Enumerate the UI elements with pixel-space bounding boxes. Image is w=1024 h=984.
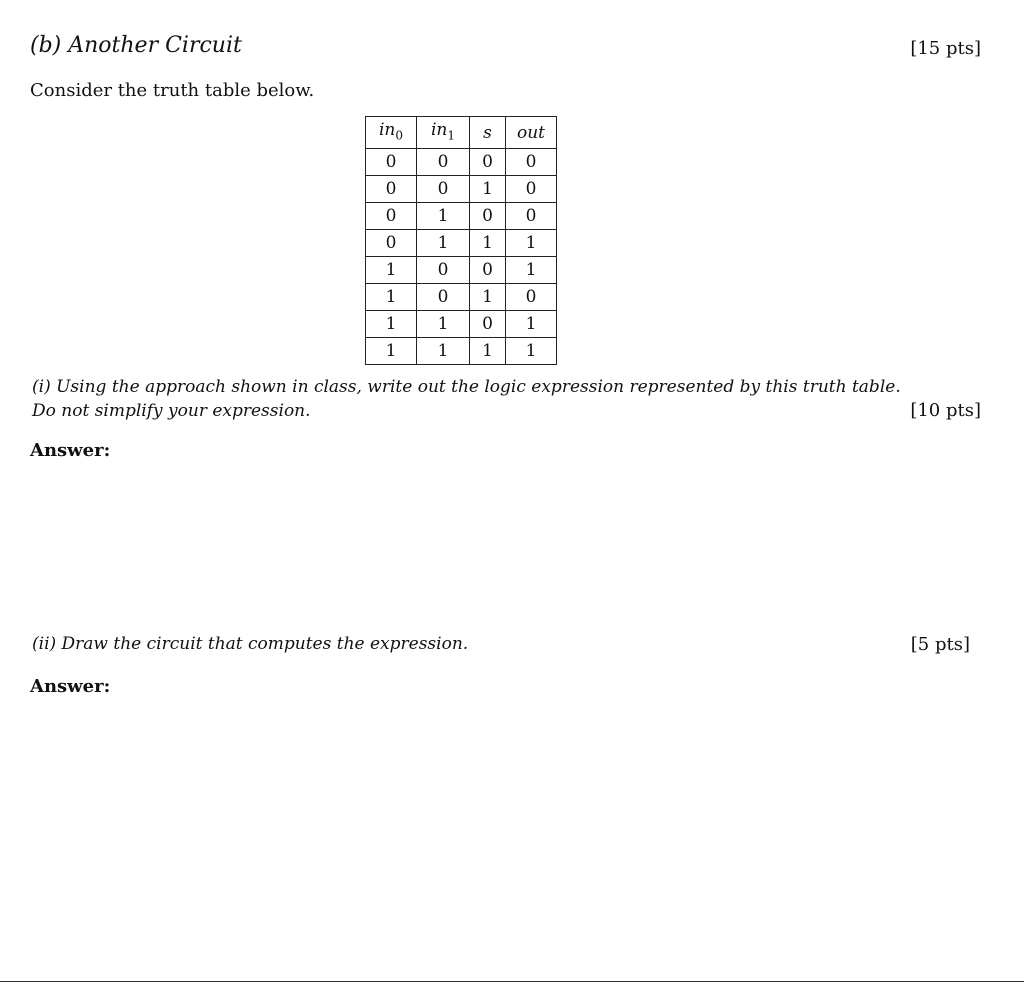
table-cell: 1 xyxy=(366,311,417,338)
truth-table-body xyxy=(366,149,557,365)
table-cell: 1 xyxy=(417,230,470,257)
table-cell: 0 xyxy=(366,176,417,203)
table-cell: 0 xyxy=(366,149,417,176)
table-cell: 1 xyxy=(506,311,557,338)
intro-text: Consider the truth table below. xyxy=(30,80,315,101)
part-heading: (b) Another Circuit xyxy=(30,33,242,58)
table-cell: 1 xyxy=(470,230,506,257)
table-cell: 0 xyxy=(366,203,417,230)
answer-label-i: Answer: xyxy=(30,440,111,461)
question-ii: (ii) Draw the circuit that computes the expression. xyxy=(32,634,469,654)
table-cell: 1 xyxy=(366,284,417,311)
table-row xyxy=(366,230,557,257)
table-cell: 0 xyxy=(417,284,470,311)
table-row xyxy=(366,149,557,176)
table-cell: 0 xyxy=(417,176,470,203)
header-in0-base: in xyxy=(378,120,396,140)
header-s xyxy=(470,117,506,149)
header-out-base: out xyxy=(516,122,545,143)
table-row xyxy=(366,203,557,230)
header-in1-base: in xyxy=(430,120,448,140)
table-cell: 1 xyxy=(506,257,557,284)
header-s-base: s xyxy=(483,122,492,143)
truth-table-header xyxy=(366,117,557,149)
question-i-line2: Do not simplify your expression. xyxy=(32,401,311,421)
header-in1 xyxy=(417,117,470,149)
table-cell: 1 xyxy=(417,338,470,365)
question-i-line1: (i) Using the approach shown in class, write out the logic expression represented by this truth table. xyxy=(32,377,901,397)
table-row xyxy=(366,338,557,365)
table-row xyxy=(366,284,557,311)
header-in0 xyxy=(366,117,417,149)
answer-label-ii: Answer: xyxy=(30,676,111,697)
table-cell: 0 xyxy=(470,257,506,284)
table-cell: 0 xyxy=(417,149,470,176)
table-cell: 1 xyxy=(470,176,506,203)
table-cell: 0 xyxy=(506,284,557,311)
truth-table xyxy=(365,116,557,365)
table-cell: 1 xyxy=(506,230,557,257)
table-cell: 0 xyxy=(470,311,506,338)
table-cell: 1 xyxy=(366,338,417,365)
table-cell: 1 xyxy=(506,338,557,365)
table-cell: 0 xyxy=(417,257,470,284)
part-points: [15 pts] xyxy=(910,38,981,59)
table-row xyxy=(366,176,557,203)
table-cell: 0 xyxy=(506,149,557,176)
table-cell: 0 xyxy=(506,176,557,203)
table-cell: 0 xyxy=(366,230,417,257)
table-cell: 0 xyxy=(506,203,557,230)
table-cell: 0 xyxy=(470,203,506,230)
question-i xyxy=(32,375,912,423)
bottom-rule xyxy=(0,981,1024,982)
table-cell: 0 xyxy=(470,149,506,176)
table-cell: 1 xyxy=(470,338,506,365)
header-in0-sub: 0 xyxy=(395,128,404,143)
question-ii-points: [5 pts] xyxy=(910,634,970,655)
question-i-points: [10 pts] xyxy=(910,400,981,421)
table-cell: 1 xyxy=(417,311,470,338)
table-row xyxy=(366,257,557,284)
table-row xyxy=(366,311,557,338)
table-cell: 1 xyxy=(470,284,506,311)
table-cell: 1 xyxy=(366,257,417,284)
header-in1-sub: 1 xyxy=(447,128,456,143)
table-cell: 1 xyxy=(417,203,470,230)
header-out xyxy=(506,117,557,149)
